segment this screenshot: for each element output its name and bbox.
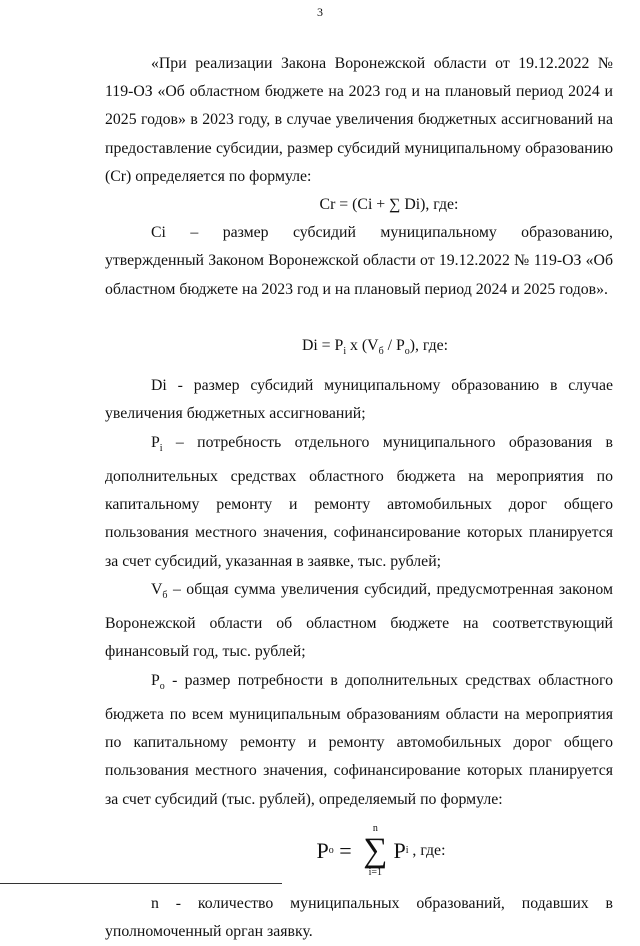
vb-definition: $V_б$ – общая сумма увеличения субсидий, предусмотренная законом Воронежской области об областном бюджете на соответствующий финансовый год, тыс. рублей; [105, 580, 613, 661]
formula-di: $Di = P_i$ x $(V_б / P_о)$, где: [301, 336, 449, 357]
ci-definition: Сi – размер субсидий муниципальному образованию, утвержденный Законом Воронежской области от 19.12.2022 № 119-ОЗ «Об областном бюджете на 2023 год и на плановый период 2024 и 2025 годов». [105, 224, 613, 298]
summation-icon: n ∑ i=1 [363, 822, 388, 878]
page-number: 3 [317, 5, 323, 19]
formula-po-sum: P o = n ∑ i=1 P i , где: [316, 822, 446, 878]
po-definition: $P_о$ - размер потребности в дополнительных средствах областного бюджета по всем муниципальным образованиям области на мероприятия по капитальному ремонту и ремонту автомобильных дорог общего пользования местного значения, софинансирование которых планируется за счет субсидий (тыс. рублей), определяемый по формуле: [105, 671, 613, 808]
intro-paragraph: «При реализации Закона Воронежской области от 19.12.2022 № 119-ОЗ «Об областном бюджете на 2023 год и на плановый период 2024 и 2025 годов» в 2023 году, в случае увеличения бюджетных ассигнований на предоставление субсидии, размер субсидий муниципальному образованию (Сr) определяется по формуле: [105, 55, 613, 185]
footer-divider [0, 883, 282, 884]
di-definition: Di - размер субсидий муниципальному образованию в случае увеличения бюджетных ассигнований; [105, 377, 613, 423]
pi-definition: $P_i$ – потребность отдельного муниципального образования в дополнительных средствах областного бюджета на мероприятия по капитальному ремонту и ремонту автомобильных дорог общего пользования местного значения, софинансирование которых планируется за счет субсидий, указанная в заявке, тыс. рублей; [105, 433, 613, 570]
document-body [105, 50, 613, 946]
n-definition: n - количество муниципальных образований, подавших в уполномоченный орган заявку. [105, 894, 613, 940]
formula-cr: Сr = (Сi + ∑ Di), где: [319, 196, 459, 214]
